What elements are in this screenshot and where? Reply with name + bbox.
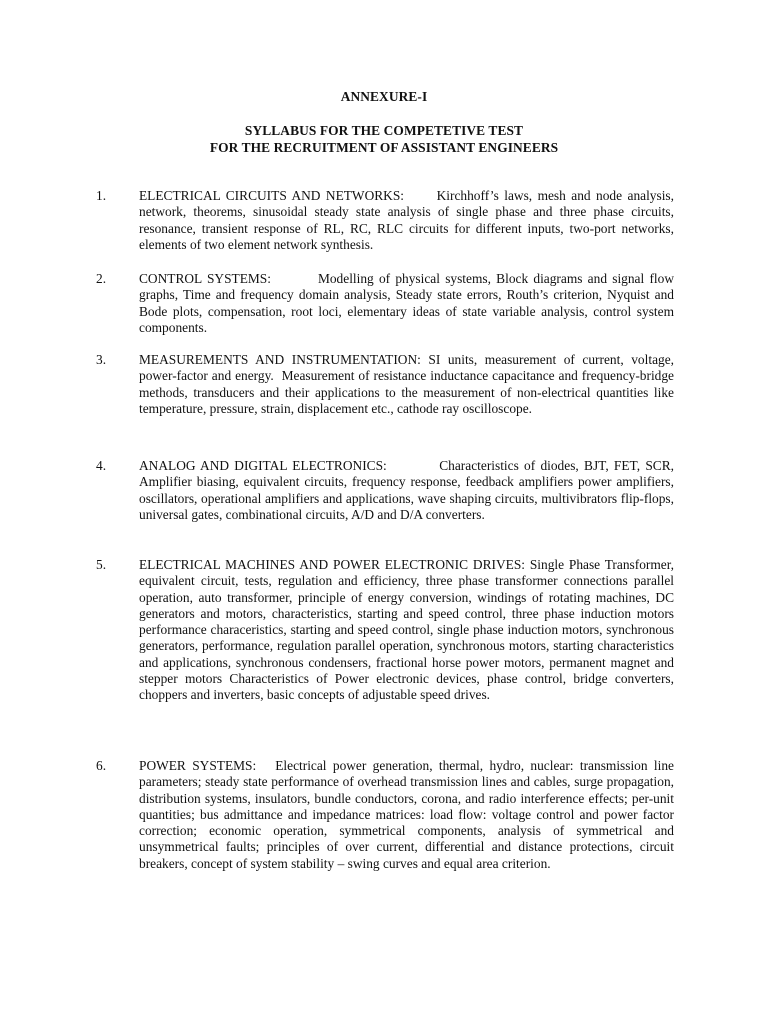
item-text: MEASUREMENTS AND INSTRUMENTATION: SI units, measurement of current, voltage, power-factor and energy. Measurement of resistance inductance capacitance and frequency-bridge methods, transducers and their applications to the measurement of non-electrical quantities like temperature, pressure, strain, displacement etc., cathode ray oscilloscope. <box>139 352 674 416</box>
item-text: POWER SYSTEMS: Electrical power generation, thermal, hydro, nuclear: transmission line parameters; steady state performance of overhead transmission lines and cables, surge propagation, distribution systems, insulators, bundle conductors, corona, and radio interference effects; per-unit quantities; bus admittance and impedance matrices: load flow: voltage control and power factor correction; economic operation, symmetrical components, analysis of symmetrical and unsymmetrical faults; principles of over current, differential and distance protections, circuit breakers, concept of system stability – swing curves and equal area criterion. <box>139 758 674 871</box>
item-number: 4. <box>96 458 107 473</box>
item-text: CONTROL SYSTEMS: Modelling of physical systems, Block diagrams and signal flow graphs, Time and frequency domain analysis, Steady state errors, Routh’s criterion, Nyquist and Bode plots, compensation, root loci, elementary ideas of state variable analysis, control system components. <box>139 271 674 335</box>
item-number: 5. <box>96 557 107 572</box>
item-text: ELECTRICAL CIRCUITS AND NETWORKS: Kirchhoff’s laws, mesh and node analysis, network, theorems, sinusoidal steady state analysis of single phase and three phase circuits, resonance, transient response of RL, RC, RLC circuits for different inputs, two-port networks, elements of two element network synthesis. <box>139 188 674 252</box>
item-number: 6. <box>96 758 107 773</box>
item-text: ELECTRICAL MACHINES AND POWER ELECTRONIC DRIVES: Single Phase Transformer, equivalent circuit, tests, regulation and efficiency, three phase transformer connections parallel operation, auto transformer, principle of energy conversion, windings of rotating machines, DC generators and motors, characteristics, starting and speed control, three phase induction motors performance characeristics, starting and speed control, single phase induction motors, synchronous generators, performance, regulation parallel operation, synchronous motors, starting characteristics and applications, synchronous condensers, fractional horse power motors, permanent magnet and stepper motors Characteristics of Power electronic devices, phase control, bridge converters, choppers and inverters, basic concepts of adjustable speed drives. <box>139 557 674 703</box>
item-number: 3. <box>96 352 107 367</box>
item-text: ANALOG AND DIGITAL ELECTRONICS: Characteristics of diodes, BJT, FET, SCR, Amplifier biasing, equivalent circuits, frequency response, feedback amplifiers power amplifiers, oscillators, operational amplifiers and applications, wave shaping circuits, multivibrators flip-flops, universal gates, combinational circuits, A/D and D/A converters. <box>139 458 674 522</box>
syllabus-title-line-2: FOR THE RECRUITMENT OF ASSISTANT ENGINEERS <box>209 140 559 155</box>
item-number: 1. <box>96 188 107 203</box>
syllabus-title-line-1: SYLLABUS FOR THE COMPETETIVE TEST <box>244 123 524 138</box>
item-number: 2. <box>96 271 107 286</box>
annexure-heading: ANNEXURE-I <box>340 89 428 104</box>
